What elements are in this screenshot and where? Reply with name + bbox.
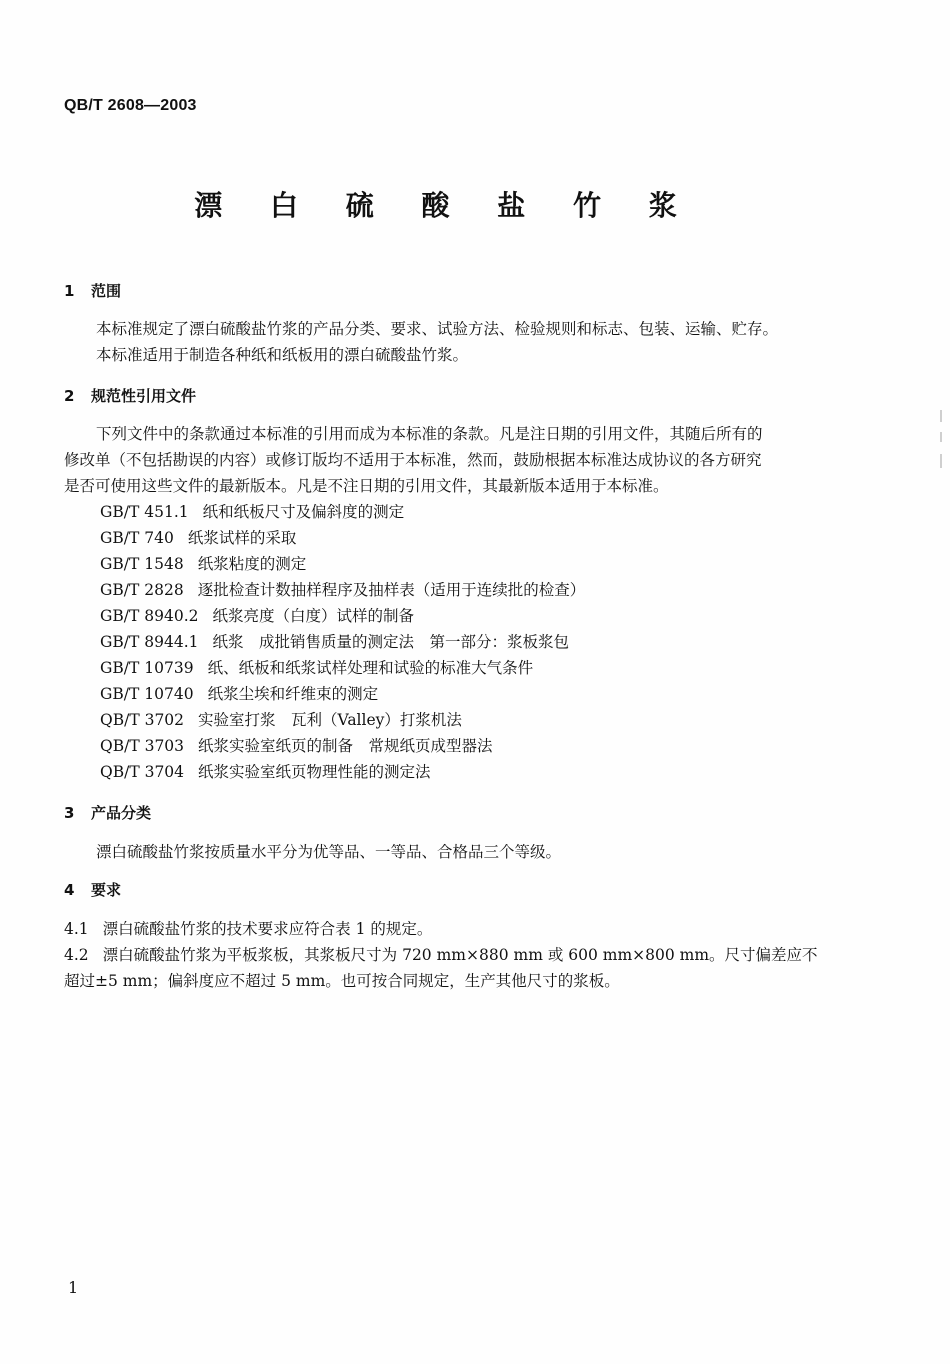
section-number: 4 — [64, 881, 75, 899]
reference-item — [100, 630, 569, 652]
clause-4-1 — [64, 917, 432, 939]
reference-item — [100, 708, 462, 730]
references-intro-line-3: 是否可使用这些文件的最新版本。凡是不注日期的引用文件，其最新版本适用于本标准。 — [64, 477, 669, 495]
section-2-heading — [64, 385, 196, 406]
reference-item — [100, 734, 493, 756]
references-intro-line-1: 下列文件中的条款通过本标准的引用而成为本标准的条款。凡是注日期的引用文件，其随后所有的 — [96, 425, 763, 443]
reference-name: 纸和纸板尺寸及偏斜度的测定 — [202, 503, 405, 521]
reference-item — [100, 526, 296, 548]
standard-code: QB/T 2608—2003 — [64, 97, 197, 114]
scope-line-1: 本标准规定了漂白硫酸盐竹浆的产品分类、要求、试验方法、检验规则和标志、包装、运输、贮存。 — [96, 320, 779, 338]
reference-item — [100, 578, 585, 600]
clause-text: 漂白硫酸盐竹浆的技术要求应符合表 1 的规定。 — [102, 920, 433, 938]
reference-code: QB/T 3704 — [100, 763, 185, 781]
references-intro-line-2: 修改单（不包括勘误的内容）或修订版均不适用于本标准，然而，鼓励根据本标准达成协议的各方研究 — [64, 451, 762, 469]
reference-code: QB/T 3703 — [100, 737, 185, 755]
reference-name: 纸浆尘埃和纤维束的测定 — [207, 685, 379, 703]
reference-name: 纸浆亮度（白度）试样的制备 — [212, 607, 415, 625]
reference-name: 纸浆实验室纸页物理性能的测定法 — [198, 763, 431, 781]
section-number: 2 — [64, 387, 75, 405]
section-title: 规范性引用文件 — [91, 387, 197, 405]
scan-artifact — [940, 432, 942, 442]
clause-number: 4.1 — [64, 920, 89, 938]
clause-text: 漂白硫酸盐竹浆为平板浆板，其浆板尺寸为 720 mm×880 mm 或 600 mm×800 mm。尺寸偏差应不 — [102, 946, 818, 964]
reference-code: GB/T 10740 — [100, 685, 194, 703]
reference-code: GB/T 1548 — [100, 555, 184, 573]
document-title: 漂 白 硫 酸 盐 竹 浆 — [194, 189, 696, 222]
reference-item — [100, 552, 306, 574]
clause-4-2-line-1 — [64, 943, 818, 965]
reference-item — [100, 604, 414, 626]
reference-code: GB/T 8940.2 — [100, 607, 199, 625]
classification-text: 漂白硫酸盐竹浆按质量水平分为优等品、一等品、合格品三个等级。 — [96, 843, 562, 861]
reference-code: GB/T 8944.1 — [100, 633, 199, 651]
reference-code: GB/T 10739 — [100, 659, 194, 677]
section-title: 产品分类 — [91, 804, 152, 822]
page-number: 1 — [68, 1278, 79, 1297]
reference-code: GB/T 451.1 — [100, 503, 189, 521]
section-number: 1 — [64, 282, 75, 300]
reference-item — [100, 760, 431, 782]
scope-line-2: 本标准适用于制造各种纸和纸板用的漂白硫酸盐竹浆。 — [96, 346, 469, 364]
reference-name: 纸浆试样的采取 — [187, 529, 297, 547]
reference-name: 逐批检查计数抽样程序及抽样表（适用于连续批的检查） — [197, 581, 586, 599]
reference-name: 纸浆粘度的测定 — [197, 555, 307, 573]
scan-artifact — [940, 454, 942, 468]
section-number: 3 — [64, 804, 75, 822]
clause-number: 4.2 — [64, 946, 89, 964]
reference-name: 纸浆 成批销售质量的测定法 第一部分：浆板浆包 — [212, 633, 570, 651]
reference-code: QB/T 3702 — [100, 711, 185, 729]
section-title: 要求 — [91, 881, 122, 899]
section-1-heading — [64, 280, 121, 301]
reference-name: 纸浆实验室纸页的制备 常规纸页成型器法 — [198, 737, 493, 755]
reference-item — [100, 682, 378, 704]
reference-name: 纸、纸板和纸浆试样处理和试验的标准大气条件 — [207, 659, 534, 677]
reference-code: GB/T 2828 — [100, 581, 184, 599]
reference-code: GB/T 740 — [100, 529, 174, 547]
reference-item — [100, 500, 404, 522]
reference-name: 实验室打浆 瓦利（Valley）打浆机法 — [198, 711, 462, 729]
reference-item — [100, 656, 533, 678]
clause-4-2-line-2: 超过±5 mm；偏斜度应不超过 5 mm。也可按合同规定，生产其他尺寸的浆板。 — [64, 972, 620, 990]
section-3-heading — [64, 802, 151, 823]
section-title: 范围 — [91, 282, 122, 300]
scan-artifact — [940, 410, 942, 422]
section-4-heading — [64, 879, 121, 900]
